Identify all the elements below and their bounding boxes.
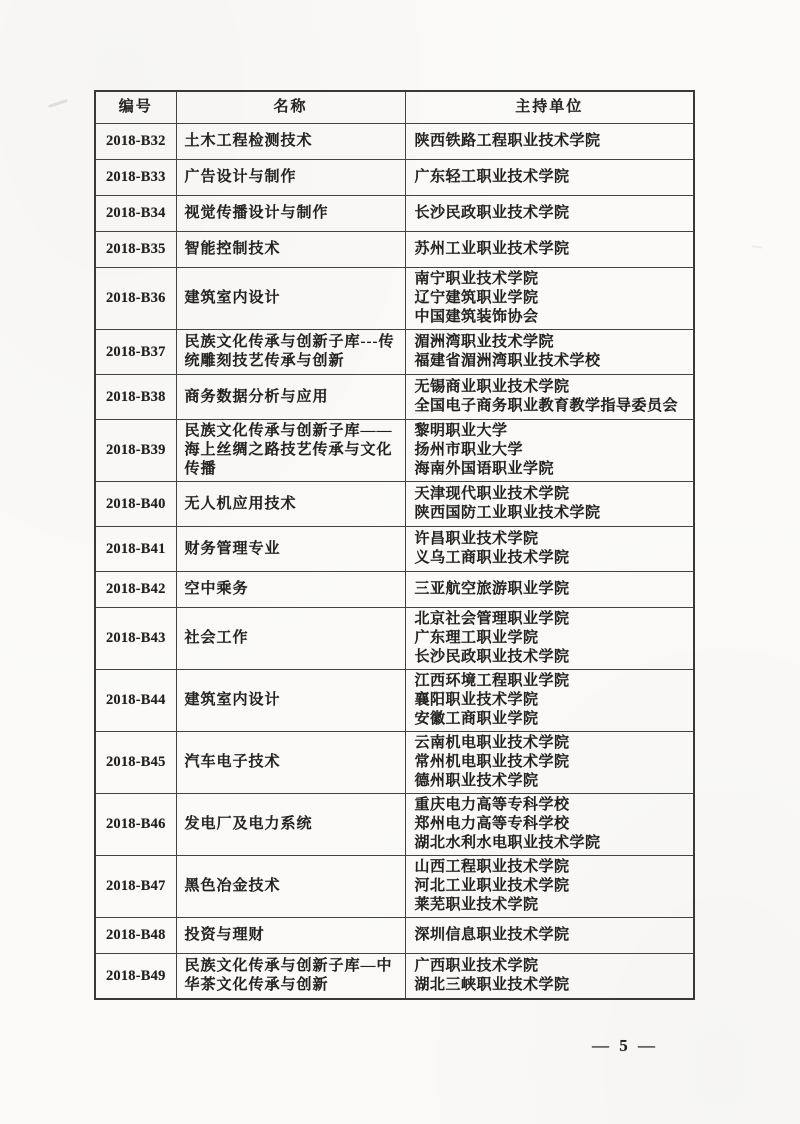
row-project-number: 2018-B46 [95, 794, 176, 856]
host-unit: 黎明职业大学 [414, 423, 508, 439]
row-project-number: 2018-B39 [95, 420, 176, 482]
host-unit: 山西工程职业技术学院 [414, 859, 570, 875]
row-host-units [405, 232, 694, 268]
table-row [95, 732, 694, 794]
row-host-units [405, 608, 694, 670]
row-host-units [405, 856, 694, 918]
host-unit: 郑州电力高等专科学校 [414, 816, 570, 832]
host-unit: 苏州工业职业技术学院 [414, 241, 570, 257]
row-project-number: 2018-B36 [95, 268, 176, 330]
row-project-number: 2018-B35 [95, 232, 176, 268]
host-unit: 天津现代职业技术学院 [414, 486, 570, 502]
table-row [95, 918, 694, 954]
row-host-units [405, 794, 694, 856]
table-row [95, 196, 694, 232]
table-row [95, 375, 694, 420]
host-unit: 深圳信息职业技术学院 [414, 927, 570, 943]
host-unit: 广东理工职业学院 [414, 630, 539, 646]
row-project-name: 发电厂及电力系统 [176, 794, 405, 856]
row-host-units [405, 918, 694, 954]
table-row [95, 608, 694, 670]
row-host-units [405, 482, 694, 527]
host-unit: 莱芜职业技术学院 [414, 897, 539, 913]
table-row [95, 670, 694, 732]
row-project-name: 土木工程检测技术 [176, 124, 405, 160]
host-unit: 南宁职业技术学院 [414, 271, 539, 287]
table-row [95, 160, 694, 196]
row-project-name: 汽车电子技术 [176, 732, 405, 794]
row-host-units [405, 670, 694, 732]
host-unit: 长沙民政职业技术学院 [414, 649, 570, 665]
row-project-name: 社会工作 [176, 608, 405, 670]
host-unit: 陕西国防工业职业技术学院 [414, 505, 601, 521]
row-project-number: 2018-B49 [95, 954, 176, 1000]
row-host-units [405, 196, 694, 232]
table-header-row [95, 91, 694, 124]
host-unit: 扬州市职业大学 [414, 442, 524, 458]
row-project-name: 黑色冶金技术 [176, 856, 405, 918]
host-unit: 长沙民政职业技术学院 [414, 205, 570, 221]
row-project-name: 建筑室内设计 [176, 670, 405, 732]
row-project-name: 广告设计与制作 [176, 160, 405, 196]
host-unit: 襄阳职业技术学院 [414, 692, 539, 708]
row-project-number: 2018-B45 [95, 732, 176, 794]
table-row [95, 268, 694, 330]
host-unit: 无锡商业职业技术学院 [414, 379, 570, 395]
row-project-name: 建筑室内设计 [176, 268, 405, 330]
table-row [95, 954, 694, 1000]
row-project-number: 2018-B32 [95, 124, 176, 160]
row-project-name: 投资与理财 [176, 918, 405, 954]
host-unit: 福建省湄洲湾职业技术学校 [414, 353, 601, 369]
table-body [95, 124, 694, 1000]
table-row [95, 794, 694, 856]
row-project-number: 2018-B44 [95, 670, 176, 732]
host-unit: 三亚航空旅游职业学院 [414, 581, 570, 597]
row-host-units [405, 732, 694, 794]
host-unit: 海南外国语职业学院 [414, 461, 555, 477]
row-project-name: 视觉传播设计与制作 [176, 196, 405, 232]
host-unit: 北京社会管理职业学院 [414, 611, 570, 627]
row-project-name: 财务管理专业 [176, 527, 405, 572]
row-project-name: 智能控制技术 [176, 232, 405, 268]
row-host-units [405, 330, 694, 375]
row-host-units [405, 160, 694, 196]
host-unit: 安徽工商职业学院 [414, 711, 539, 727]
table-row [95, 527, 694, 572]
row-project-number: 2018-B38 [95, 375, 176, 420]
row-project-number: 2018-B42 [95, 572, 176, 608]
host-unit: 湖北水利水电职业技术学院 [414, 835, 601, 851]
table-row [95, 856, 694, 918]
page-number: — 5 — [592, 1036, 658, 1055]
row-host-units [405, 954, 694, 1000]
table-row [95, 330, 694, 375]
host-unit: 义乌工商职业技术学院 [414, 550, 570, 566]
column-header-id: 编号 [95, 91, 176, 124]
row-project-name: 商务数据分析与应用 [176, 375, 405, 420]
row-project-number: 2018-B34 [95, 196, 176, 232]
row-host-units [405, 268, 694, 330]
scan-smudge [48, 99, 68, 108]
host-unit: 广西职业技术学院 [414, 958, 539, 974]
host-unit: 湄洲湾职业技术学院 [414, 334, 555, 350]
row-host-units [405, 572, 694, 608]
host-unit: 云南机电职业技术学院 [414, 735, 570, 751]
row-project-number: 2018-B33 [95, 160, 176, 196]
row-host-units [405, 420, 694, 482]
table-row [95, 124, 694, 160]
row-project-number: 2018-B37 [95, 330, 176, 375]
column-header-host: 主持单位 [405, 91, 694, 124]
table-row [95, 420, 694, 482]
scan-smudge [752, 245, 762, 248]
row-project-number: 2018-B41 [95, 527, 176, 572]
host-unit: 辽宁建筑职业学院 [414, 290, 539, 306]
row-project-number: 2018-B43 [95, 608, 176, 670]
row-host-units [405, 527, 694, 572]
row-project-name: 无人机应用技术 [176, 482, 405, 527]
host-unit: 中国建筑装饰协会 [414, 309, 539, 325]
table-row [95, 572, 694, 608]
row-project-name: 民族文化传承与创新子库—中华茶文化传承与创新 [176, 954, 405, 1000]
row-project-number: 2018-B48 [95, 918, 176, 954]
row-project-name: 民族文化传承与创新子库——海上丝绸之路技艺传承与文化传播 [176, 420, 405, 482]
table-header [95, 91, 694, 124]
host-unit: 全国电子商务职业教育教学指导委员会 [414, 398, 679, 414]
host-unit: 湖北三峡职业技术学院 [414, 977, 570, 993]
host-unit: 河北工业职业技术学院 [414, 878, 570, 894]
host-unit: 常州机电职业技术学院 [414, 754, 570, 770]
row-host-units [405, 375, 694, 420]
table-row [95, 232, 694, 268]
host-unit: 江西环境工程职业学院 [414, 673, 570, 689]
row-host-units [405, 124, 694, 160]
host-unit: 许昌职业技术学院 [414, 531, 539, 547]
row-project-number: 2018-B47 [95, 856, 176, 918]
row-project-name: 民族文化传承与创新子库---传统雕刻技艺传承与创新 [176, 330, 405, 375]
host-unit: 广东轻工职业技术学院 [414, 169, 570, 185]
projects-table [94, 90, 695, 1000]
row-project-number: 2018-B40 [95, 482, 176, 527]
table-row [95, 482, 694, 527]
row-project-name: 空中乘务 [176, 572, 405, 608]
host-unit: 重庆电力高等专科学校 [414, 797, 570, 813]
host-unit: 陕西铁路工程职业技术学院 [414, 133, 601, 149]
column-header-name: 名称 [176, 91, 405, 124]
host-unit: 德州职业技术学院 [414, 773, 539, 789]
